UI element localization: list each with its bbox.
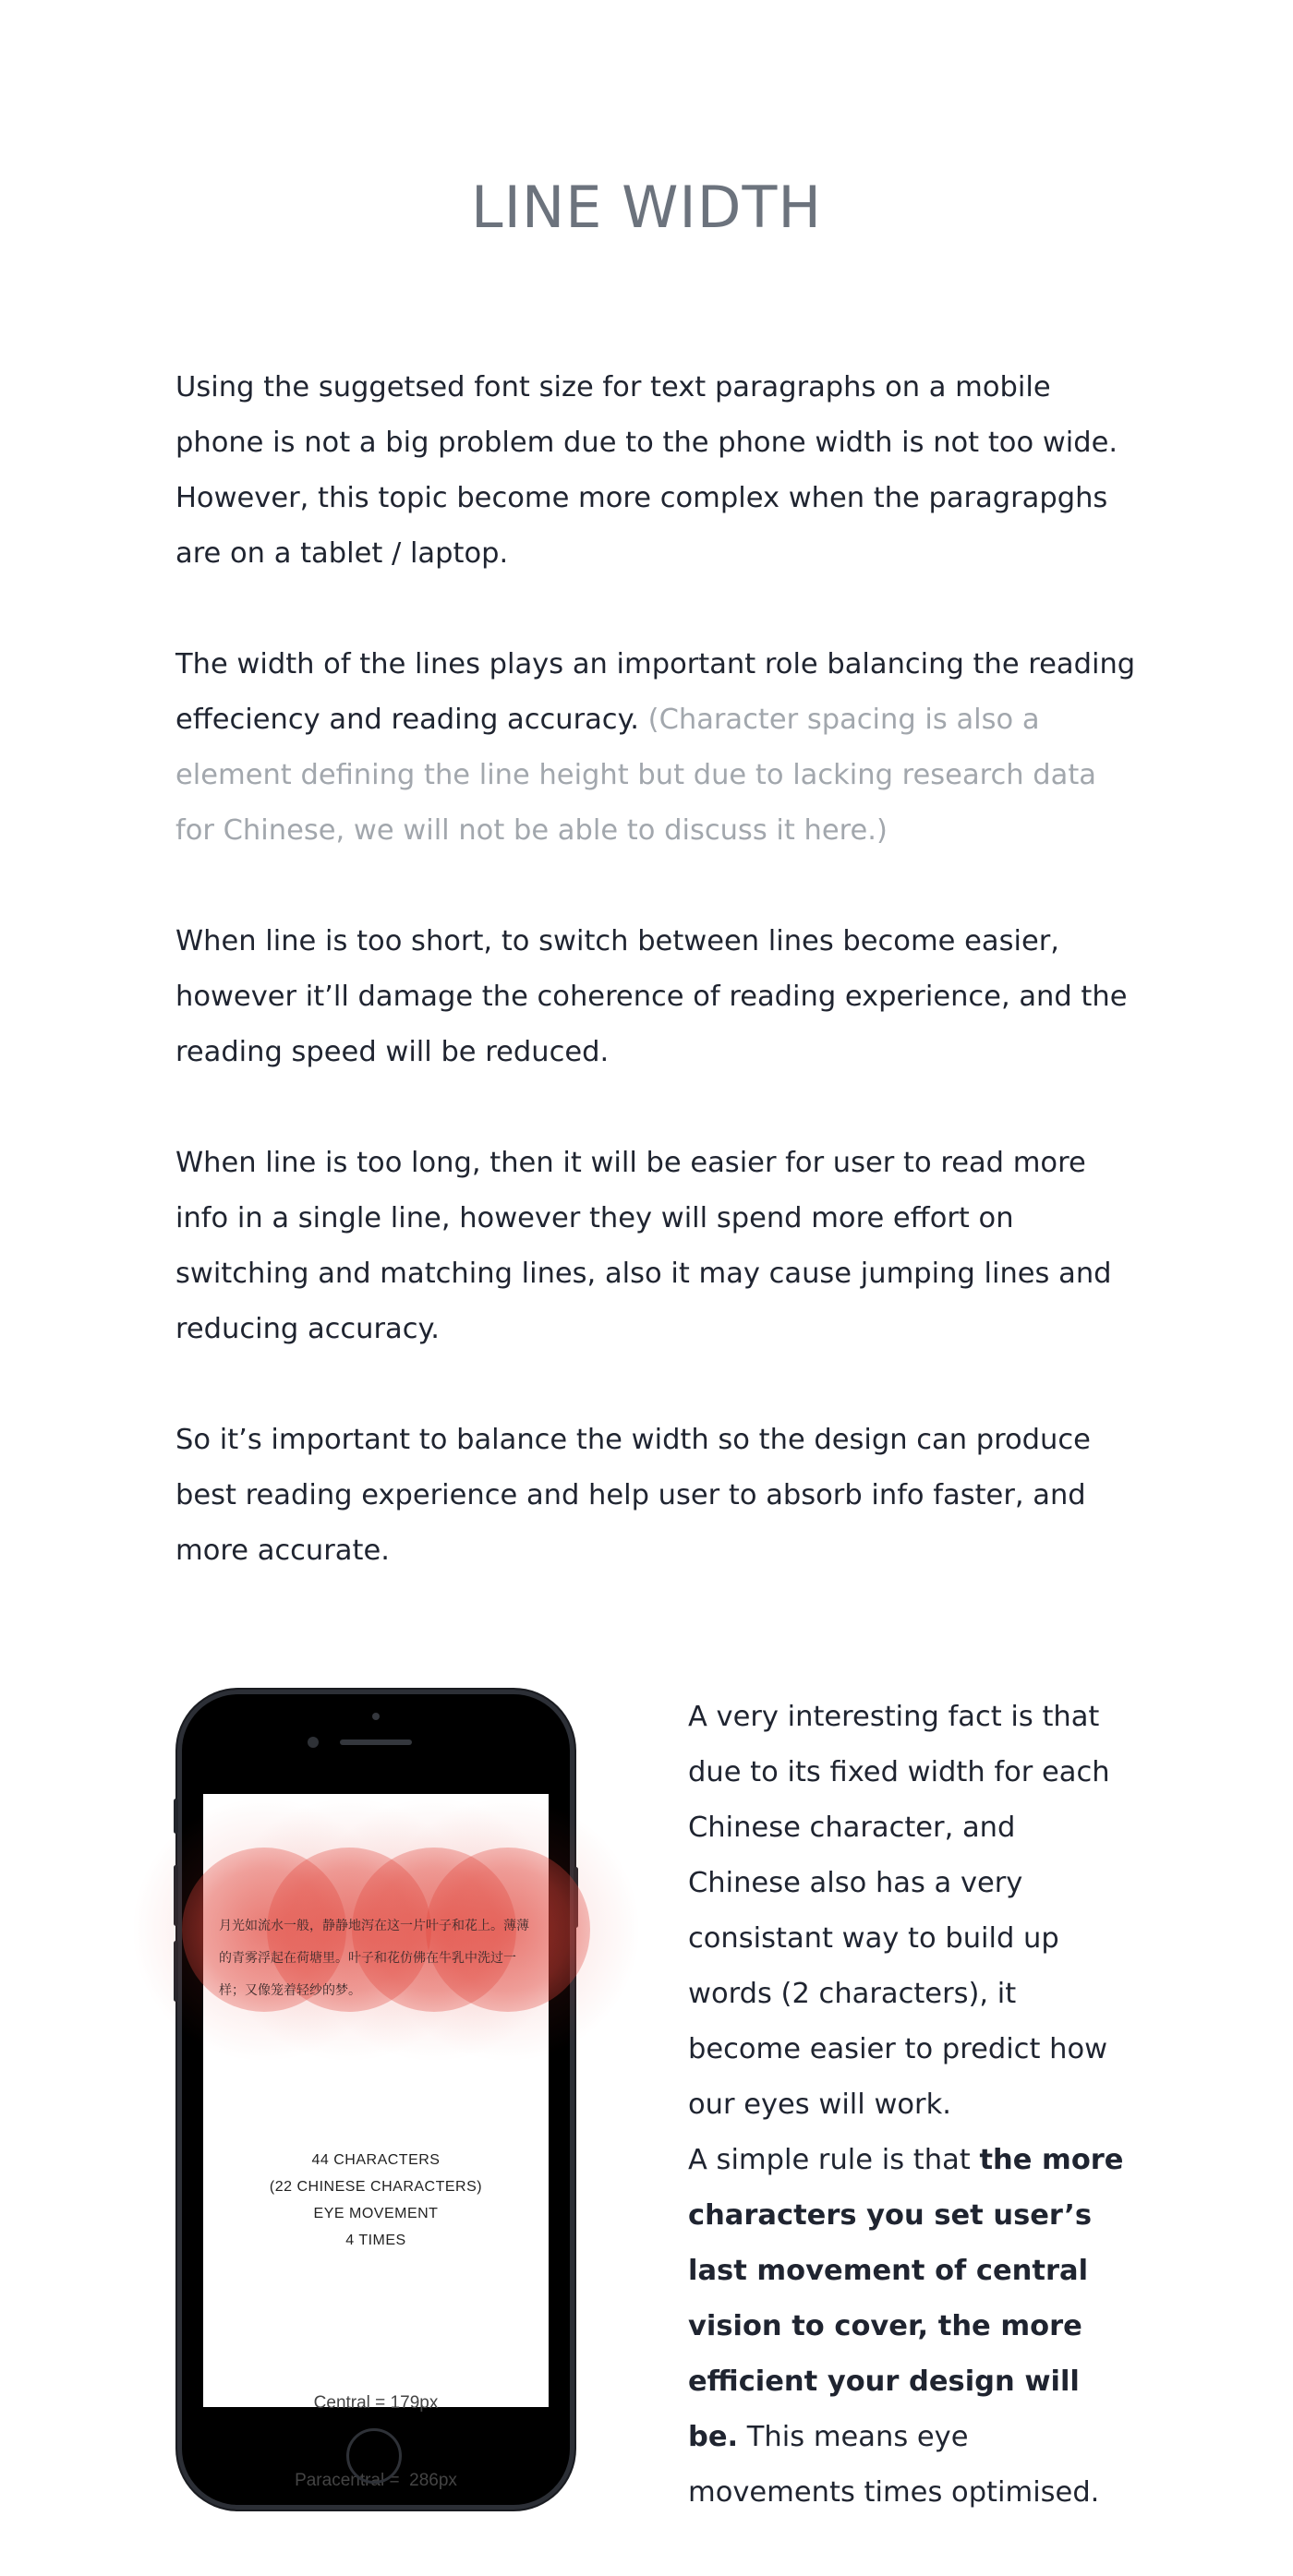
chinese-sample-text: 月光如流水一般，静静地泻在这一片叶子和花上。薄薄的青雾浮起在荷塘里。叶子和花仿佛在牛乳中洗过一样；又像笼着轻纱的梦。 [219, 1919, 529, 1998]
paragraph-short-line: When line is too short, to switch between lines become easier, however it’ll damage the coherence of reading experience, and the reading speed will be reduced. [175, 925, 1128, 1068]
rule-prefix: A simple rule is that [688, 2144, 980, 2176]
side-note [688, 1690, 1131, 2521]
eye-movement-count: 4 TIMES [345, 2233, 406, 2248]
eye-movement-label: EYE MOVEMENT [313, 2206, 439, 2221]
proximity-sensor [372, 1713, 380, 1720]
rule-emphasis: the more characters you set user’s last movement of central vision to cover, the more efficient your design will be. [688, 2144, 1124, 2453]
paragraph-long-line: When line is too long, then it will be easier for user to read more info in a single line, however they will spend more effort on switching and matching lines, also it may cause jumping lines and reducing accuracy. [175, 1147, 1112, 1345]
paracentral-vision-width: Paracentral = 286px [295, 2471, 457, 2490]
front-camera-icon [308, 1737, 319, 1748]
eye-movement-stats [203, 2147, 549, 2254]
character-count: 44 CHARACTERS [311, 2152, 441, 2168]
phone-illustration [177, 1690, 574, 2510]
side-note-intro: A very interesting fact is that due to its fixed width for each Chinese character, and Chinese also has a very consistant way to build up words (2 characters), it become easier to predict how our eyes will work. [688, 1701, 1110, 2121]
paragraph-balance: So it’s important to balance the width so the design can produce best reading experience and help user to absorb info faster, and more accurate. [175, 1424, 1091, 1567]
paragraph-line-width-role [175, 637, 1136, 859]
page-title: LINE WIDTH [471, 174, 822, 241]
paragraph-note: (Character spacing is also a element defining the line height but due to lacking research data for Chinese, we will not be able to discuss it here.) [175, 704, 1096, 847]
earpiece-speaker [340, 1739, 412, 1745]
chinese-character-count: (22 CHINESE CHARACTERS) [269, 2179, 483, 2195]
phone-screen [203, 1794, 549, 2490]
paragraph-main-text: The width of the lines plays an important role balancing the reading effeciency and reading accuracy. [175, 648, 1136, 736]
side-note-rule [688, 2133, 1131, 2521]
paragraph-intro: Using the suggetsed font size for text paragraphs on a mobile phone is not a big problem due to the phone width is not too wide. However, this topic become more complex when the paragrapghs are on a tablet / laptop. [175, 371, 1118, 570]
rule-suffix: This means eye movements times optimised. [688, 2421, 1100, 2509]
mute-switch [174, 1799, 178, 1834]
home-button [346, 2428, 402, 2484]
article-body [175, 360, 1136, 1634]
central-vision-width: Central = 179px [313, 2393, 439, 2413]
eye-focus-circles [203, 1794, 549, 2407]
